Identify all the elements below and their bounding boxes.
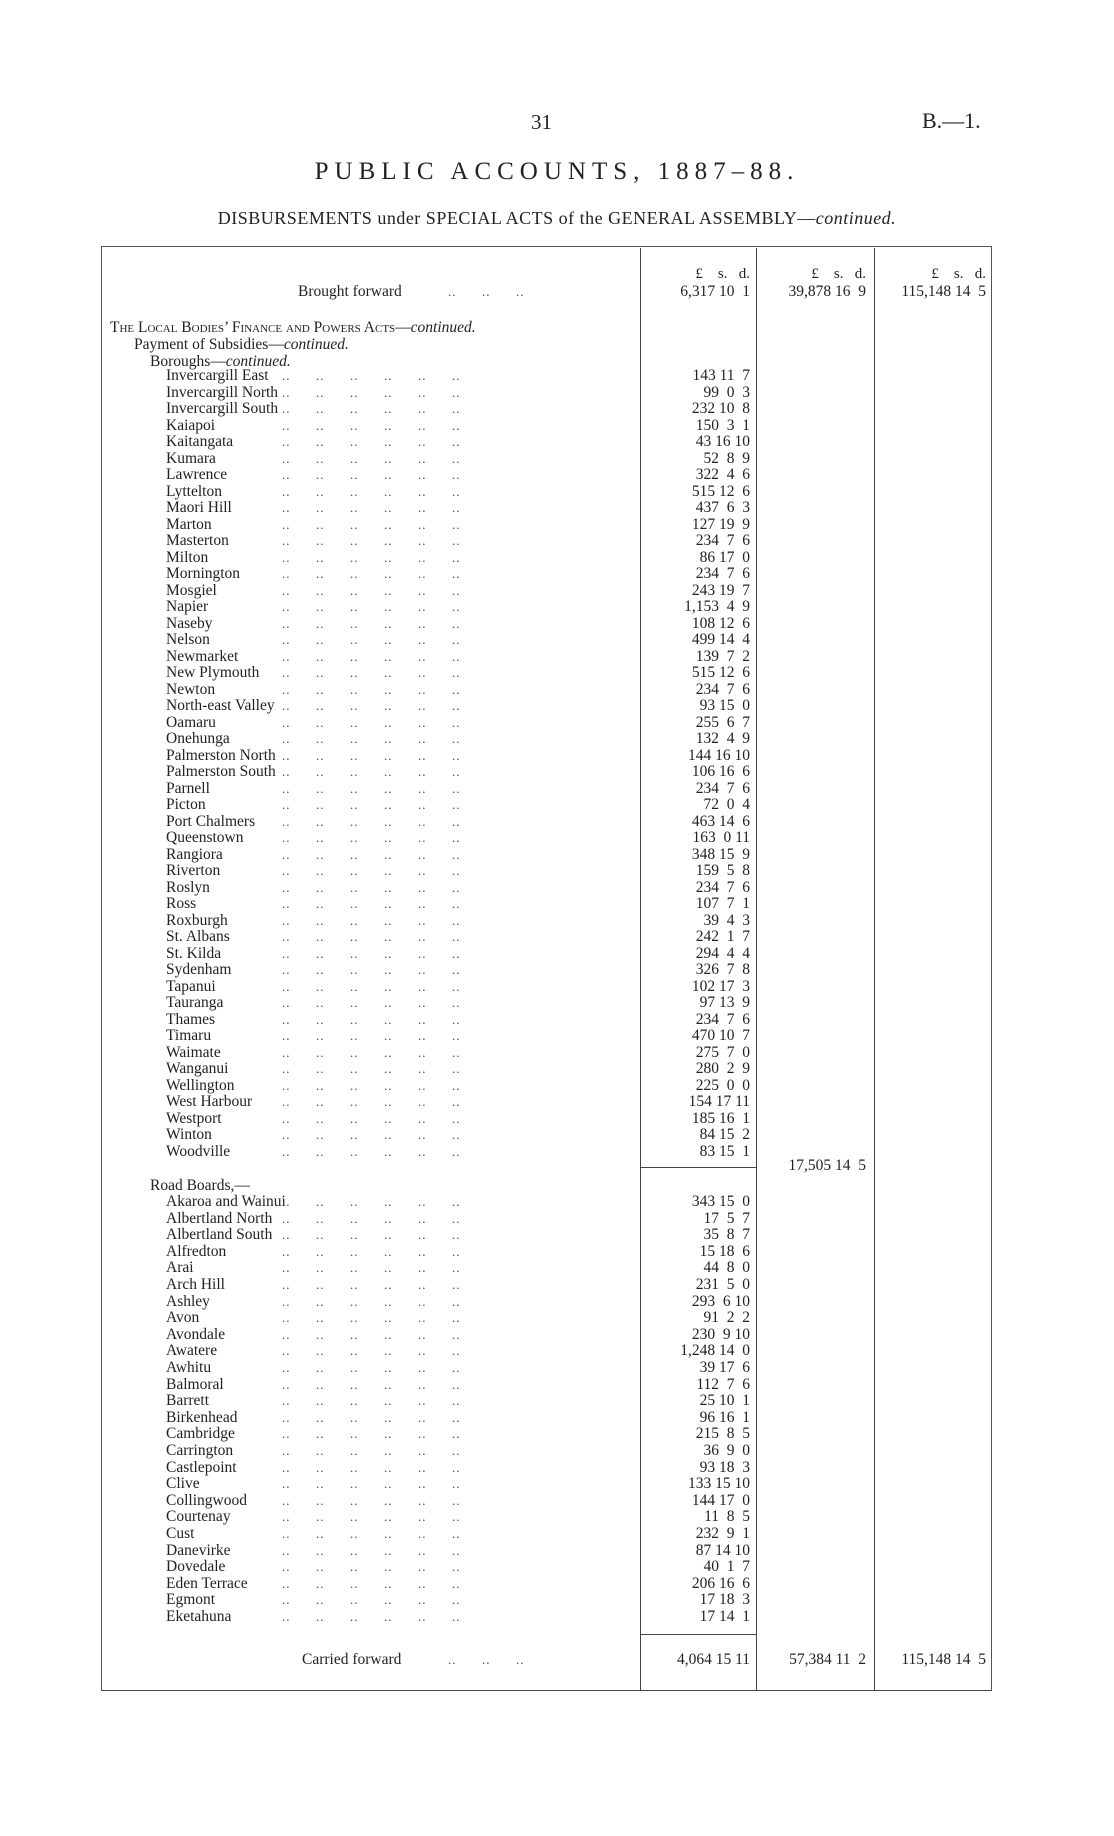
- road-board-row-amount: 36 9 0: [703, 1442, 750, 1459]
- borough-row-amount: 43 16 10: [695, 433, 750, 450]
- borough-row-amount: 234 7 6: [695, 779, 750, 797]
- borough-row-name: Queenstown: [166, 829, 244, 846]
- borough-row-name: North-east Valley: [166, 697, 275, 714]
- borough-row-name: Wanganui: [166, 1060, 229, 1077]
- road-board-row-leader: .. .. .. .. .. ..: [282, 1277, 461, 1292]
- borough-row-name: Lawrence: [166, 466, 228, 483]
- road-board-row-name: Albertland South: [166, 1226, 273, 1244]
- road-board-row-amount: 144 17 0: [691, 1491, 750, 1509]
- carried-forward-label: Carried forward: [302, 1651, 402, 1668]
- road-board-row-amount: 17 14 1: [699, 1608, 750, 1625]
- borough-row-name: Sydenham: [166, 961, 232, 978]
- borough-row-leader: .. .. .. .. .. ..: [282, 417, 461, 433]
- subtitle-main: DISBURSEMENTS under SPECIAL ACTS of the GENERAL ASSEMBLY—: [217, 208, 816, 228]
- borough-row-name: Napier: [166, 598, 209, 615]
- borough-row-amount: 102 17 3: [691, 977, 750, 995]
- road-boards-sum-rule: [640, 1634, 756, 1635]
- road-board-row-name: Cambridge: [166, 1425, 235, 1443]
- borough-row-name: Riverton: [166, 862, 221, 879]
- road-board-row-name: Castlepoint: [166, 1458, 237, 1476]
- subtitle-continued: continued.: [815, 208, 897, 228]
- road-board-row-name: Alfredton: [166, 1242, 227, 1260]
- borough-row-amount: 127 19 9: [691, 515, 750, 533]
- road-board-row-leader: .. .. .. .. .. ..: [282, 1409, 461, 1425]
- borough-row-name: Winton: [166, 1126, 212, 1143]
- borough-row-amount: 326 7 8: [695, 961, 750, 978]
- borough-row-leader: .. .. .. .. .. ..: [282, 1143, 461, 1159]
- borough-row-name: Wellington: [166, 1076, 235, 1094]
- col1-header: [640, 266, 750, 283]
- subsidies-heading-continued: continued.: [283, 336, 349, 353]
- borough-row-leader: .. .. .. .. .. ..: [282, 549, 461, 565]
- col2-shilling-header: s.: [833, 266, 844, 282]
- borough-row-leader: .. .. .. .. .. ..: [282, 681, 461, 697]
- road-board-row-leader: .. .. .. .. .. ..: [282, 1326, 461, 1342]
- borough-row-leader: .. .. .. .. .. ..: [282, 665, 461, 680]
- road-board-row-name: Birkenhead: [166, 1408, 238, 1426]
- borough-row-leader: .. .. .. .. .. ..: [282, 698, 461, 713]
- road-boards-heading: Road Boards,—: [150, 1177, 250, 1194]
- carried-forward-leader: .. .. ..: [448, 1652, 525, 1667]
- borough-row-leader: .. .. .. .. .. ..: [282, 747, 461, 763]
- borough-row-leader: .. .. .. .. .. ..: [282, 533, 461, 548]
- borough-row-leader: .. .. .. .. .. ..: [282, 978, 461, 994]
- borough-row-amount: 234 7 6: [695, 680, 750, 698]
- boroughs-total: 17,505 14 5: [788, 1157, 866, 1174]
- road-board-row-leader: .. .. .. .. .. ..: [282, 1210, 461, 1226]
- borough-row-leader: .. .. .. .. .. ..: [282, 467, 461, 482]
- road-board-row-leader: .. .. .. .. .. ..: [282, 1360, 461, 1375]
- borough-row-name: Milton: [166, 548, 209, 566]
- page-title: PUBLIC ACCOUNTS, 1887–88.: [314, 158, 800, 185]
- road-board-row-leader: .. .. .. .. .. ..: [282, 1542, 461, 1558]
- road-board-row-amount: 231 5 0: [695, 1276, 750, 1293]
- boroughs-heading-text: Boroughs—: [150, 353, 226, 370]
- road-board-row-amount: 96 16 1: [699, 1408, 750, 1426]
- road-board-row-leader: .. .. .. .. .. ..: [282, 1426, 461, 1442]
- borough-row-amount: 106 16 6: [691, 763, 750, 780]
- borough-row-leader: .. .. .. .. .. ..: [282, 434, 461, 449]
- borough-row-leader: .. .. .. .. .. ..: [282, 1044, 461, 1060]
- borough-row-leader: .. .. .. .. .. ..: [282, 566, 461, 581]
- borough-row-amount: 322 4 6: [695, 466, 750, 483]
- borough-row-name: Thames: [166, 1010, 216, 1028]
- road-board-row-name: Egmont: [166, 1591, 216, 1609]
- borough-row-leader: .. .. .. .. .. ..: [282, 879, 461, 895]
- column-rule-3: [874, 248, 875, 1690]
- col1-pence-header: d.: [738, 266, 750, 282]
- borough-row-amount: 97 13 9: [699, 994, 750, 1011]
- borough-row-name: St. Albans: [166, 928, 230, 945]
- borough-row-leader: .. .. .. .. .. ..: [282, 846, 461, 862]
- borough-row-amount: 139 7 2: [695, 647, 750, 665]
- borough-row-amount: 72 0 4: [703, 796, 750, 813]
- brought-forward-col1: 6,317 10 1: [680, 283, 750, 300]
- borough-row-leader: .. .. .. .. .. ..: [282, 516, 461, 532]
- road-board-row-name: Avondale: [166, 1325, 226, 1343]
- borough-row-name: Invercargill East: [166, 367, 269, 384]
- borough-row-name: Mosgiel: [166, 581, 217, 599]
- borough-row-name: Parnell: [166, 779, 210, 797]
- section-heading: [110, 320, 476, 336]
- document-reference: B.—1.: [922, 108, 981, 133]
- borough-row-name: Woodville: [166, 1142, 231, 1160]
- borough-row-amount: 280 2 9: [695, 1060, 750, 1077]
- road-board-row-name: Danevirke: [166, 1541, 231, 1559]
- borough-row-leader: .. .. .. .. .. ..: [282, 995, 461, 1010]
- col3-pence-header: d.: [974, 266, 986, 282]
- borough-row-name: Westport: [166, 1109, 222, 1127]
- borough-row-amount: 108 12 6: [691, 614, 750, 632]
- boroughs-heading-continued: continued.: [225, 353, 291, 370]
- borough-row-amount: 154 17 11: [688, 1093, 750, 1110]
- road-board-row-name: Balmoral: [166, 1375, 224, 1393]
- borough-row-leader: .. .. .. .. .. ..: [282, 1061, 461, 1076]
- road-board-row-amount: 17 5 7: [703, 1209, 750, 1227]
- borough-row-leader: .. .. .. .. .. ..: [282, 731, 461, 746]
- borough-row-leader: .. .. .. .. .. ..: [282, 912, 461, 928]
- borough-row-amount: 93 15 0: [699, 697, 750, 714]
- road-board-row-amount: 35 8 7: [703, 1226, 750, 1244]
- road-board-row-name: Cust: [166, 1525, 195, 1542]
- borough-row-amount: 163 0 11: [692, 829, 750, 846]
- brought-forward-col2: 39,878 16 9: [788, 283, 866, 300]
- road-board-row-leader: .. .. .. .. .. ..: [282, 1260, 461, 1276]
- brought-forward-label: Brought forward: [298, 283, 402, 300]
- table-bottom-rule: [101, 1690, 991, 1691]
- borough-row-leader: .. .. .. .. .. ..: [282, 632, 461, 647]
- col3-pound-header: £: [931, 266, 939, 282]
- borough-row-leader: .. .. .. .. .. ..: [282, 764, 461, 779]
- borough-row-amount: 185 16 1: [691, 1109, 750, 1127]
- borough-row-name: New Plymouth: [166, 664, 260, 681]
- borough-row-amount: 437 6 3: [695, 499, 750, 516]
- road-board-row-leader: .. .. .. .. .. ..: [282, 1443, 461, 1458]
- road-board-row-amount: 112 7 6: [696, 1375, 750, 1393]
- road-board-row-amount: 232 9 1: [695, 1525, 750, 1542]
- borough-row-leader: .. .. .. .. .. ..: [282, 780, 461, 796]
- borough-row-amount: 234 7 6: [695, 878, 750, 896]
- borough-row-leader: .. .. .. .. .. ..: [282, 1077, 461, 1093]
- road-board-row-leader: .. .. .. .. .. ..: [282, 1492, 461, 1508]
- borough-row-name: Mornington: [166, 565, 241, 582]
- borough-row-leader: .. .. .. .. .. ..: [282, 1127, 461, 1142]
- road-board-row-leader: .. .. .. .. .. ..: [282, 1609, 461, 1624]
- road-board-row-name: Courtenay: [166, 1508, 231, 1526]
- road-board-row-amount: 17 18 3: [699, 1591, 750, 1609]
- borough-row-name: Naseby: [166, 614, 213, 632]
- borough-row-name: Onehunga: [166, 730, 230, 747]
- road-board-row-amount: 206 16 6: [691, 1574, 750, 1592]
- road-board-row-name: Clive: [166, 1475, 200, 1493]
- road-board-row-name: Albertland North: [166, 1209, 273, 1227]
- borough-row-leader: .. .. .. .. .. ..: [282, 929, 461, 944]
- borough-row-amount: 515 12 6: [691, 664, 750, 681]
- borough-row-amount: 86 17 0: [699, 548, 750, 566]
- borough-row-name: Oamaru: [166, 713, 216, 731]
- borough-row-amount: 242 1 7: [695, 928, 750, 945]
- road-board-row-name: Awatere: [166, 1342, 218, 1360]
- road-board-row-leader: .. .. .. .. .. ..: [282, 1526, 461, 1541]
- borough-row-amount: 243 19 7: [691, 581, 750, 599]
- col1-pound-header: £: [695, 266, 703, 282]
- boroughs-sum-rule: [640, 1167, 756, 1168]
- borough-row-amount: 107 7 1: [695, 895, 750, 912]
- borough-row-amount: 255 6 7: [695, 713, 750, 731]
- borough-row-leader: .. .. .. .. .. ..: [282, 863, 461, 878]
- borough-row-amount: 1,153 4 9: [684, 598, 750, 615]
- borough-row-name: St. Kilda: [166, 944, 222, 962]
- road-board-row-leader: .. .. .. .. .. ..: [282, 1509, 461, 1525]
- borough-row-leader: .. .. .. .. .. ..: [282, 962, 461, 977]
- borough-row-name: Kaiapoi: [166, 416, 216, 434]
- borough-row-name: Newmarket: [166, 647, 239, 665]
- road-board-row-amount: 230 9 10: [691, 1325, 750, 1343]
- road-board-row-leader: .. .. .. .. .. ..: [282, 1592, 461, 1608]
- col3-shilling-header: s.: [953, 266, 964, 282]
- road-board-row-name: Ashley: [166, 1292, 210, 1310]
- col2-pence-header: d.: [854, 266, 866, 282]
- borough-row-amount: 144 16 10: [688, 746, 750, 764]
- road-board-row-amount: 39 17 6: [699, 1359, 750, 1376]
- road-board-row-name: Carrington: [166, 1442, 234, 1459]
- borough-row-amount: 515 12 6: [691, 482, 750, 500]
- borough-row-amount: 225 0 0: [695, 1076, 750, 1094]
- borough-row-name: Kumara: [166, 449, 216, 467]
- section-heading-continued: continued.: [410, 319, 476, 336]
- borough-row-amount: 234 7 6: [695, 532, 750, 549]
- borough-row-leader: .. .. .. .. .. ..: [282, 401, 461, 416]
- borough-row-name: Ross: [166, 895, 197, 912]
- road-board-row-amount: 133 15 10: [688, 1475, 750, 1493]
- borough-row-amount: 99 0 3: [703, 383, 750, 401]
- carried-forward-col2: 57,384 11 2: [789, 1651, 866, 1668]
- road-board-row-amount: 91 2 2: [703, 1309, 750, 1327]
- road-board-row-leader: .. .. .. .. .. ..: [282, 1393, 461, 1409]
- borough-row-name: West Harbour: [166, 1093, 253, 1110]
- col2-pound-header: £: [811, 266, 819, 282]
- road-board-row-name: Awhitu: [166, 1359, 212, 1376]
- road-board-row-name: Barrett: [166, 1392, 210, 1410]
- road-board-row-amount: 93 18 3: [699, 1458, 750, 1476]
- borough-row-name: Masterton: [166, 532, 229, 549]
- borough-row-name: Kaitangata: [166, 433, 234, 450]
- borough-row-leader: .. .. .. .. .. ..: [282, 896, 461, 911]
- road-board-row-leader: .. .. .. .. .. ..: [282, 1243, 461, 1259]
- borough-row-leader: .. .. .. .. .. ..: [282, 797, 461, 812]
- borough-row-name: Timaru: [166, 1027, 212, 1044]
- borough-row-amount: 159 5 8: [695, 862, 750, 879]
- borough-row-amount: 84 15 2: [699, 1126, 750, 1143]
- col3-header: [874, 266, 986, 283]
- page-subtitle: [0, 208, 1114, 229]
- borough-row-amount: 232 10 8: [691, 400, 750, 417]
- borough-row-name: Rangiora: [166, 845, 223, 863]
- borough-row-amount: 150 3 1: [695, 416, 750, 434]
- borough-row-leader: .. .. .. .. .. ..: [282, 384, 461, 400]
- borough-row-name: Tapanui: [166, 977, 216, 995]
- borough-row-leader: .. .. .. .. .. ..: [282, 1028, 461, 1043]
- borough-row-leader: .. .. .. .. .. ..: [282, 945, 461, 961]
- col2-header: [756, 266, 866, 283]
- road-board-row-leader: .. .. .. .. .. ..: [282, 1227, 461, 1243]
- road-board-row-leader: .. .. .. .. .. ..: [282, 1376, 461, 1392]
- borough-row-name: Newton: [166, 680, 216, 698]
- road-board-row-leader: .. .. .. .. .. ..: [282, 1194, 461, 1209]
- borough-row-amount: 275 7 0: [695, 1043, 750, 1061]
- road-board-row-amount: 44 8 0: [703, 1259, 750, 1277]
- borough-row-name: Tauranga: [166, 994, 224, 1011]
- road-board-row-name: Collingwood: [166, 1491, 247, 1509]
- road-board-row-amount: 25 10 1: [699, 1392, 750, 1410]
- borough-row-leader: .. .. .. .. .. ..: [282, 1094, 461, 1109]
- column-rule-2: [756, 248, 757, 1690]
- road-board-row-leader: .. .. .. .. .. ..: [282, 1293, 461, 1309]
- subsidies-heading: [134, 337, 349, 353]
- road-board-row-amount: 293 6 10: [691, 1292, 750, 1310]
- borough-row-name: Roxburgh: [166, 911, 228, 929]
- page-number: 31: [531, 110, 552, 134]
- road-board-row-leader: .. .. .. .. .. ..: [282, 1575, 461, 1591]
- borough-row-name: Palmerston South: [166, 763, 276, 780]
- road-board-row-name: Avon: [166, 1309, 200, 1327]
- borough-row-name: Maori Hill: [166, 499, 232, 516]
- borough-row-amount: 143 11 7: [692, 367, 750, 384]
- borough-row-amount: 234 7 6: [695, 1010, 750, 1028]
- borough-row-leader: .. .. .. .. .. ..: [282, 648, 461, 664]
- brought-forward-leader: .. .. ..: [448, 284, 525, 299]
- carried-forward-col3: 115,148 14 5: [901, 1651, 986, 1668]
- borough-row-amount: 132 4 9: [695, 730, 750, 747]
- subsidies-heading-text: Payment of Subsidies—: [134, 336, 284, 353]
- road-board-row-name: Eketahuna: [166, 1608, 232, 1625]
- road-board-row-name: Dovedale: [166, 1558, 226, 1576]
- section-heading-text: The Local Bodies’ Finance and Powers Acts—: [110, 319, 411, 336]
- borough-row-amount: 83 15 1: [699, 1142, 750, 1160]
- road-board-row-name: Arch Hill: [166, 1276, 225, 1293]
- road-board-row-leader: .. .. .. .. .. ..: [282, 1559, 461, 1575]
- road-board-row-leader: .. .. .. .. .. ..: [282, 1459, 461, 1475]
- borough-row-name: Roslyn: [166, 878, 210, 896]
- road-board-row-amount: 40 1 7: [703, 1558, 750, 1576]
- borough-row-amount: 39 4 3: [703, 911, 750, 929]
- col1-shilling-header: s.: [717, 266, 728, 282]
- borough-row-leader: .. .. .. .. .. ..: [282, 599, 461, 614]
- borough-row-leader: .. .. .. .. .. ..: [282, 813, 461, 829]
- borough-row-leader: .. .. .. .. .. ..: [282, 1110, 461, 1126]
- road-board-row-name: Eden Terrace: [166, 1574, 248, 1592]
- borough-row-amount: 463 14 6: [691, 812, 750, 830]
- road-board-row-amount: 215 8 5: [695, 1425, 750, 1443]
- road-board-row-amount: 15 18 6: [699, 1242, 750, 1260]
- borough-row-leader: .. .. .. .. .. ..: [282, 483, 461, 499]
- borough-row-name: Picton: [166, 796, 206, 813]
- borough-row-name: Port Chalmers: [166, 812, 256, 830]
- borough-row-leader: .. .. .. .. .. ..: [282, 582, 461, 598]
- carried-forward-col1: 4,064 15 11: [676, 1651, 750, 1668]
- borough-row-leader: .. .. .. .. .. ..: [282, 714, 461, 730]
- borough-row-amount: 470 10 7: [691, 1027, 750, 1044]
- borough-row-leader: .. .. .. .. .. ..: [282, 1011, 461, 1027]
- borough-row-amount: 294 4 4: [695, 944, 750, 962]
- borough-row-name: Nelson: [166, 631, 210, 648]
- road-board-row-name: Arai: [166, 1259, 194, 1277]
- borough-row-leader: .. .. .. .. .. ..: [282, 368, 461, 383]
- borough-row-amount: 348 15 9: [691, 845, 750, 863]
- road-board-row-amount: 11 8 5: [704, 1508, 750, 1526]
- road-board-row-amount: 1,248 14 0: [680, 1342, 750, 1360]
- borough-row-leader: .. .. .. .. .. ..: [282, 830, 461, 845]
- borough-row-name: Waimate: [166, 1043, 221, 1061]
- borough-row-name: Marton: [166, 515, 212, 533]
- road-board-row-leader: .. .. .. .. .. ..: [282, 1476, 461, 1492]
- borough-row-amount: 52 8 9: [703, 449, 750, 467]
- borough-row-leader: .. .. .. .. .. ..: [282, 615, 461, 631]
- borough-row-leader: .. .. .. .. .. ..: [282, 450, 461, 466]
- borough-row-amount: 234 7 6: [695, 565, 750, 582]
- road-board-row-leader: .. .. .. .. .. ..: [282, 1343, 461, 1359]
- borough-row-leader: .. .. .. .. .. ..: [282, 500, 461, 515]
- borough-row-amount: 499 14 4: [691, 631, 750, 648]
- borough-row-name: Invercargill South: [166, 400, 279, 417]
- borough-row-name: Invercargill North: [166, 383, 279, 401]
- borough-row-name: Lyttelton: [166, 482, 222, 500]
- road-board-row-amount: 87 14 10: [695, 1541, 750, 1559]
- borough-row-name: Palmerston North: [166, 746, 276, 764]
- road-board-row-leader: .. .. .. .. .. ..: [282, 1310, 461, 1326]
- road-board-row-name: Akaroa and Wainui: [166, 1193, 286, 1210]
- road-board-row-amount: 343 15 0: [691, 1193, 750, 1210]
- brought-forward-col3: 115,148 14 5: [901, 283, 986, 300]
